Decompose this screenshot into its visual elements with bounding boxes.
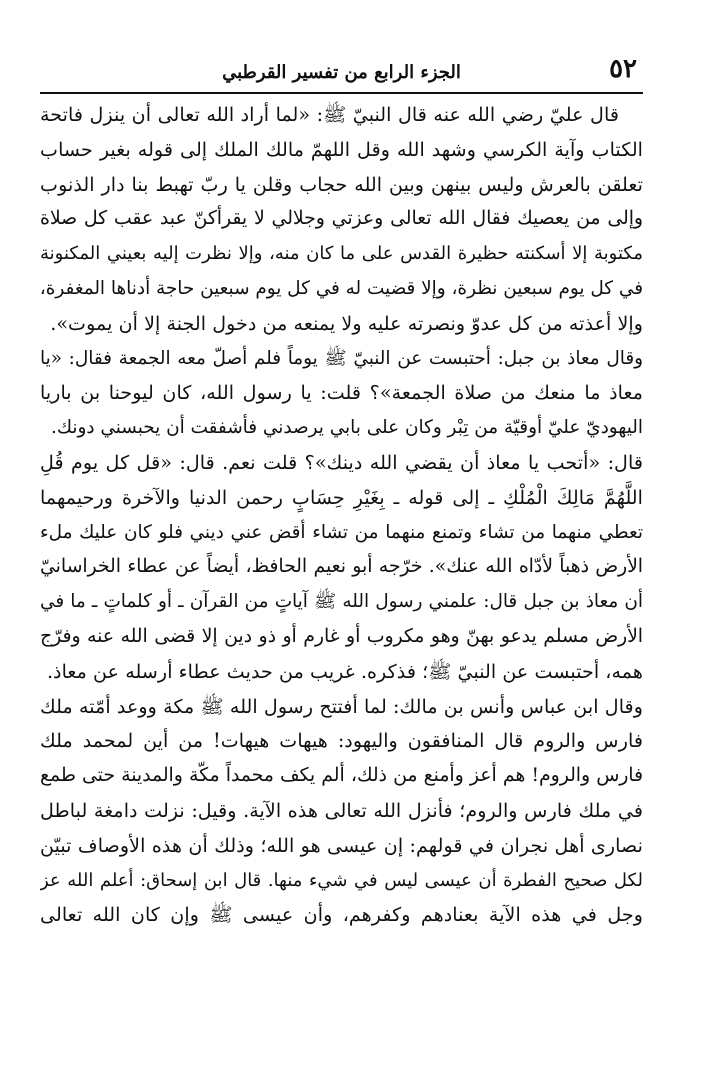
page-number: ٥٢: [609, 54, 637, 84]
header-rule: [40, 92, 643, 94]
text-line: قال عليّ رضي الله عنه قال النبيّ ﷺ: «لما أراد الله تعالى أن ينزل فاتحة: [40, 103, 619, 126]
text-line: تعلقن بالعرش وليس بينهن وبين الله حجاب وقلن يا ربّ تهبط بنا دار الذنوب: [40, 172, 643, 196]
text-line: تعطي منهما من تشاء وتمنع منهما من تشاء أقض عني ديني فلو كان عليك ملء: [40, 521, 643, 543]
text-line: الأرض ذهباً لأدّاه الله عنك». خرّجه أبو نعيم الحافظ، أيضاً عن عطاء الخراسانيّ: [40, 556, 643, 578]
text-line: لكل صحيح الفطرة أن عيسى ليس في شيء منها. قال ابن إسحاق: أعلم الله عز: [40, 869, 643, 891]
text-line: مكتوبة إلا أسكنته حظيرة القدس على ما كان منه، وإلا نظرت إليه بعيني المكنونة: [40, 243, 643, 265]
text-line: الأرض مسلم يدعو بهنّ وهو مكروب أو غارم أو ذو دين إلا قضى الله عنه وفرّج: [40, 625, 643, 647]
text-line: وجل في هذه الآية بعنادهم وكفرهم، وأن عيسى ﷺ وإن كان الله تعالى: [40, 903, 643, 927]
text-line: أن معاذ بن جبل قال: علمني رسول الله ﷺ آياتٍ من القرآن ـ أو كلماتٍ ـ ما في: [40, 591, 643, 613]
text-line: وقال معاذ بن جبل: أحتبست عن النبيّ ﷺ يوماً فلم أصلّ معه الجمعة فقال: «يا: [40, 347, 643, 369]
text-line: نصارى أهل نجران في قولهم: إن عيسى هو الله؛ وذلك أن هذه الأوصاف تبيّن: [40, 833, 643, 857]
text-line: معاذ ما منعك من صلاة الجمعة»؟ قلت: يا رسول الله، كان ليوحنا بن باريا: [40, 381, 643, 405]
text-line: اليهوديّ عليّ أوقيّة من تِبْر وكان على بابي يرصدني فأشفقت أن يحبسني دونك.: [51, 417, 643, 439]
text-line: الكتاب وآية الكرسي وشهد الله وقل اللهمّ مالك الملك إلى قوله بغير حساب: [40, 137, 643, 161]
text-line: في كل يوم سبعين نظرة، وإلا قضيت له في كل يوم سبعين حاجة أدناها المغفرة،: [40, 277, 643, 299]
text-line: اللَّهُمَّ مَالِكَ الْمُلْكِ ـ إلى قوله ـ بِغَيْرِ حِسَابٍ رحمن الدنيا والآخرة ورحيمهما: [40, 485, 643, 509]
text-line: همه، أحتبست عن النبيّ ﷺ؛ فذكره. غريب من حديث عطاء أرسله عن معاذ.: [46, 659, 643, 683]
page-body: [40, 98, 643, 933]
text-line: وقال ابن عباس وأنس بن مالك: لما أفتتح رسول الله ﷺ مكة ووعد أمّته ملك: [40, 694, 643, 718]
text-line: وإلا أعذته من كل عدوّ ونصرته عليه ولا يمنعه من دخول الجنة إلا أن يموت».: [50, 311, 643, 335]
page-header: [40, 52, 643, 92]
text-line: قال: «أتحب يا معاذ أن يقضي الله دينك»؟ قلت نعم. قال: «قل كل يوم قُلِ: [40, 450, 643, 474]
text-line: فارس والروم قال المنافقون واليهود: هيهات هيهات! من أين لمحمد ملك: [40, 729, 643, 753]
text-line: في ملك فارس والروم؛ فأنزل الله تعالى هذه الآية. وقيل: نزلت دامغة لباطل: [40, 798, 643, 822]
running-title: الجزء الرابع من تفسير القرطبي: [222, 62, 461, 83]
text-line: وإلى من يعصيك فقال الله تعالى وعزتي وجلالي لا يقرأكنّ عبد عقب كل صلاة: [40, 208, 643, 230]
text-line: فارس والروم! هم أعز وأمنع من ذلك، ألم يكف محمداً مكّة والمدينة حتى طمع: [40, 765, 643, 787]
